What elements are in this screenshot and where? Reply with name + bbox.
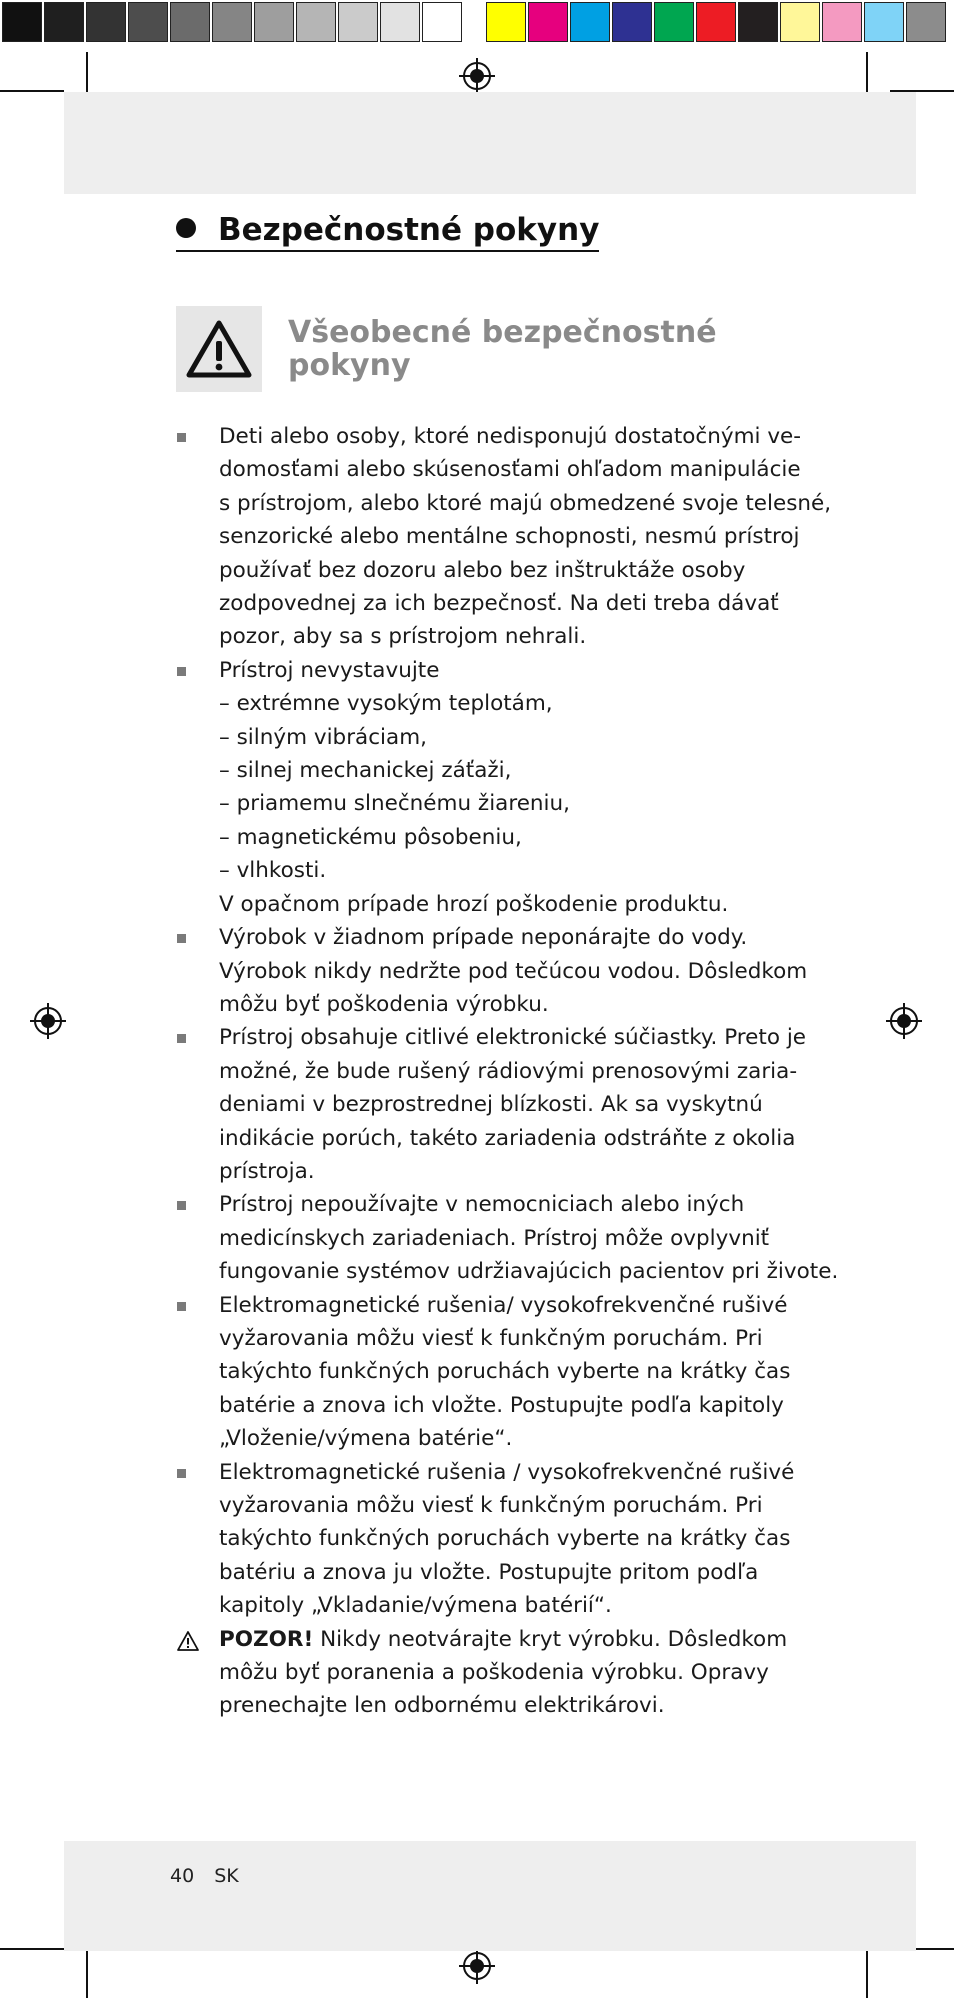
crop-mark	[866, 1948, 868, 1998]
grey-swatch	[128, 2, 168, 42]
text-line: vyžarovania môžu viesť k funkčným poruchám. Pri	[219, 1493, 763, 1518]
bullet-icon	[176, 218, 196, 238]
list-item	[176, 921, 808, 1021]
text-line: senzorické alebo mentálne schopnosti, nesmú prístroj	[219, 524, 800, 550]
text-line: deniami v bezprostrednej blízkosti. Ak sa vyskytnú	[219, 1092, 763, 1118]
text-line: pozor, aby sa s prístrojom nehrali.	[219, 624, 587, 650]
title-underline	[176, 250, 599, 252]
square-bullet-icon	[177, 1034, 186, 1043]
crop-mark	[0, 90, 64, 92]
language-code: SK	[214, 1865, 239, 1887]
list-item	[176, 1456, 795, 1623]
registration-mark-icon	[30, 1003, 66, 1039]
header-band	[64, 92, 916, 194]
subsection-title: Všeobecné bezpečnostné pokyny	[288, 315, 717, 383]
safety-list	[176, 420, 839, 1723]
list-item	[176, 1188, 839, 1288]
crop-mark	[86, 52, 88, 96]
warning-box	[176, 306, 262, 392]
warning-item	[176, 1623, 786, 1723]
grey-swatch	[338, 2, 378, 42]
text-line: medicínskych zariadeniach. Prístroj môže ovplyvniť	[219, 1225, 770, 1251]
text-line: takýchto funkčných poruchách vyberte na krátky čas	[219, 1359, 791, 1385]
sublist-item: – priamemu slnečnému žiareniu,	[219, 791, 570, 817]
text-line: batériu a znova ju vložte. Postupujte pritom podľa	[219, 1559, 759, 1585]
text-line: môžu byť poškodenia výrobku.	[219, 991, 549, 1017]
text-line: možné, že bude rušený rádiovými prenosovými zaria-	[219, 1058, 798, 1084]
color-swatch	[696, 2, 736, 42]
warning-small-icon	[176, 1630, 200, 1652]
text-line: používať bez dozoru alebo bez inštruktáže osoby	[219, 557, 746, 583]
text-line: prenechajte len odbornému elektrikárovi.	[219, 1693, 665, 1719]
color-swatch	[864, 2, 904, 42]
text-line: s prístrojom, alebo ktoré majú obmedzené svoje telesné,	[219, 490, 832, 516]
sublist-item: – silným vibráciam,	[219, 724, 427, 750]
text-line: batérie a znova ich vložte. Postupujte podľa kapitoly	[219, 1392, 784, 1418]
square-bullet-icon	[177, 433, 186, 442]
warning-label: POZOR!	[219, 1626, 314, 1652]
text-line: Prístroj obsahuje citlivé elektronické súčiastky. Preto je	[219, 1025, 807, 1051]
color-swatch	[570, 2, 610, 42]
text-line: Prístroj nepoužívajte v nemocniciach alebo iných	[219, 1192, 745, 1218]
grey-swatch	[380, 2, 420, 42]
text-line	[219, 1623, 786, 1656]
grey-swatch	[170, 2, 210, 42]
warning-triangle-icon	[176, 306, 262, 392]
color-swatch	[780, 2, 820, 42]
registration-mark-icon	[459, 1948, 495, 1984]
color-swatch	[738, 2, 778, 42]
grey-swatch	[254, 2, 294, 42]
grey-swatch	[86, 2, 126, 42]
grey-swatch	[296, 2, 336, 42]
registration-mark-icon	[886, 1003, 922, 1039]
text-line: Elektromagnetické rušenia/ vysokofrekvenčné rušivé	[219, 1292, 788, 1318]
square-bullet-icon	[177, 667, 186, 676]
sublist-item: – extrémne vysokým teplotám,	[219, 691, 553, 717]
text-line: fungovanie systémov udržiavajúcich pacientov pri živote.	[219, 1259, 839, 1285]
crop-mark	[0, 1948, 64, 1950]
page-number: 40	[170, 1865, 195, 1887]
text-line: prístroja.	[219, 1158, 315, 1184]
crop-mark	[86, 1948, 88, 1998]
sublist-item: – vlhkosti.	[219, 858, 327, 884]
square-bullet-icon	[177, 1302, 186, 1311]
list-item	[176, 1289, 791, 1456]
page-footer	[170, 1865, 259, 1887]
text-line: vyžarovania môžu viesť k funkčným poruchám. Pri	[219, 1325, 763, 1351]
list-item	[176, 1021, 807, 1188]
footer-band	[64, 1841, 916, 1951]
text-line: V opačnom prípade hrozí poškodenie produktu.	[219, 891, 729, 917]
text-line: takýchto funkčných poruchách vyberte na krátky čas	[219, 1526, 791, 1552]
color-swatch	[654, 2, 694, 42]
list-item	[176, 654, 786, 921]
registration-mark-icon	[459, 58, 495, 94]
grey-swatch	[212, 2, 252, 42]
text-line: „Vloženie/výmena batérie“.	[219, 1426, 513, 1452]
text-line: zodpovednej za ich bezpečnosť. Na deti treba dávať	[219, 591, 779, 617]
grey-swatch	[2, 2, 42, 42]
text-line: indikácie porúch, takéto zariadenia odstráňte z okolia	[219, 1125, 796, 1151]
crop-mark	[866, 52, 868, 96]
section-title	[176, 212, 599, 248]
sublist-item: – magnetickému pôsobeniu,	[219, 824, 522, 850]
color-swatch	[906, 2, 946, 42]
color-swatch	[528, 2, 568, 42]
color-swatch	[612, 2, 652, 42]
text-line: môžu byť poranenia a poškodenia výrobku. Opravy	[219, 1660, 769, 1686]
text-line: Elektromagnetické rušenia / vysokofrekvenčné rušivé	[219, 1459, 795, 1485]
square-bullet-icon	[177, 1201, 186, 1210]
grey-swatch	[44, 2, 84, 42]
color-swatch	[822, 2, 862, 42]
list-item	[176, 420, 832, 654]
grey-swatch	[422, 2, 462, 42]
text-line: Výrobok v žiadnom prípade neponárajte do vody.	[219, 925, 748, 951]
section-title-text: Bezpečnostné pokyny	[218, 212, 600, 248]
text-line: Výrobok nikdy nedržte pod tečúcou vodou. Dôsledkom	[219, 958, 808, 984]
sublist-item: – silnej mechanickej záťaži,	[219, 758, 512, 784]
text-line: kapitoly „Vkladanie/výmena batérií“.	[219, 1593, 612, 1619]
square-bullet-icon	[177, 1469, 186, 1478]
text-line: domosťami alebo skúsenosťami ohľadom manipulácie	[219, 457, 801, 483]
warning-text: Nikdy neotvárajte kryt výrobku. Dôsledkom	[313, 1626, 788, 1652]
text-line: Deti alebo osoby, ktoré nedisponujú dostatočnými ve-	[219, 424, 802, 449]
color-swatch	[486, 2, 526, 42]
square-bullet-icon	[177, 934, 186, 943]
text-line: Prístroj nevystavujte	[219, 657, 440, 683]
